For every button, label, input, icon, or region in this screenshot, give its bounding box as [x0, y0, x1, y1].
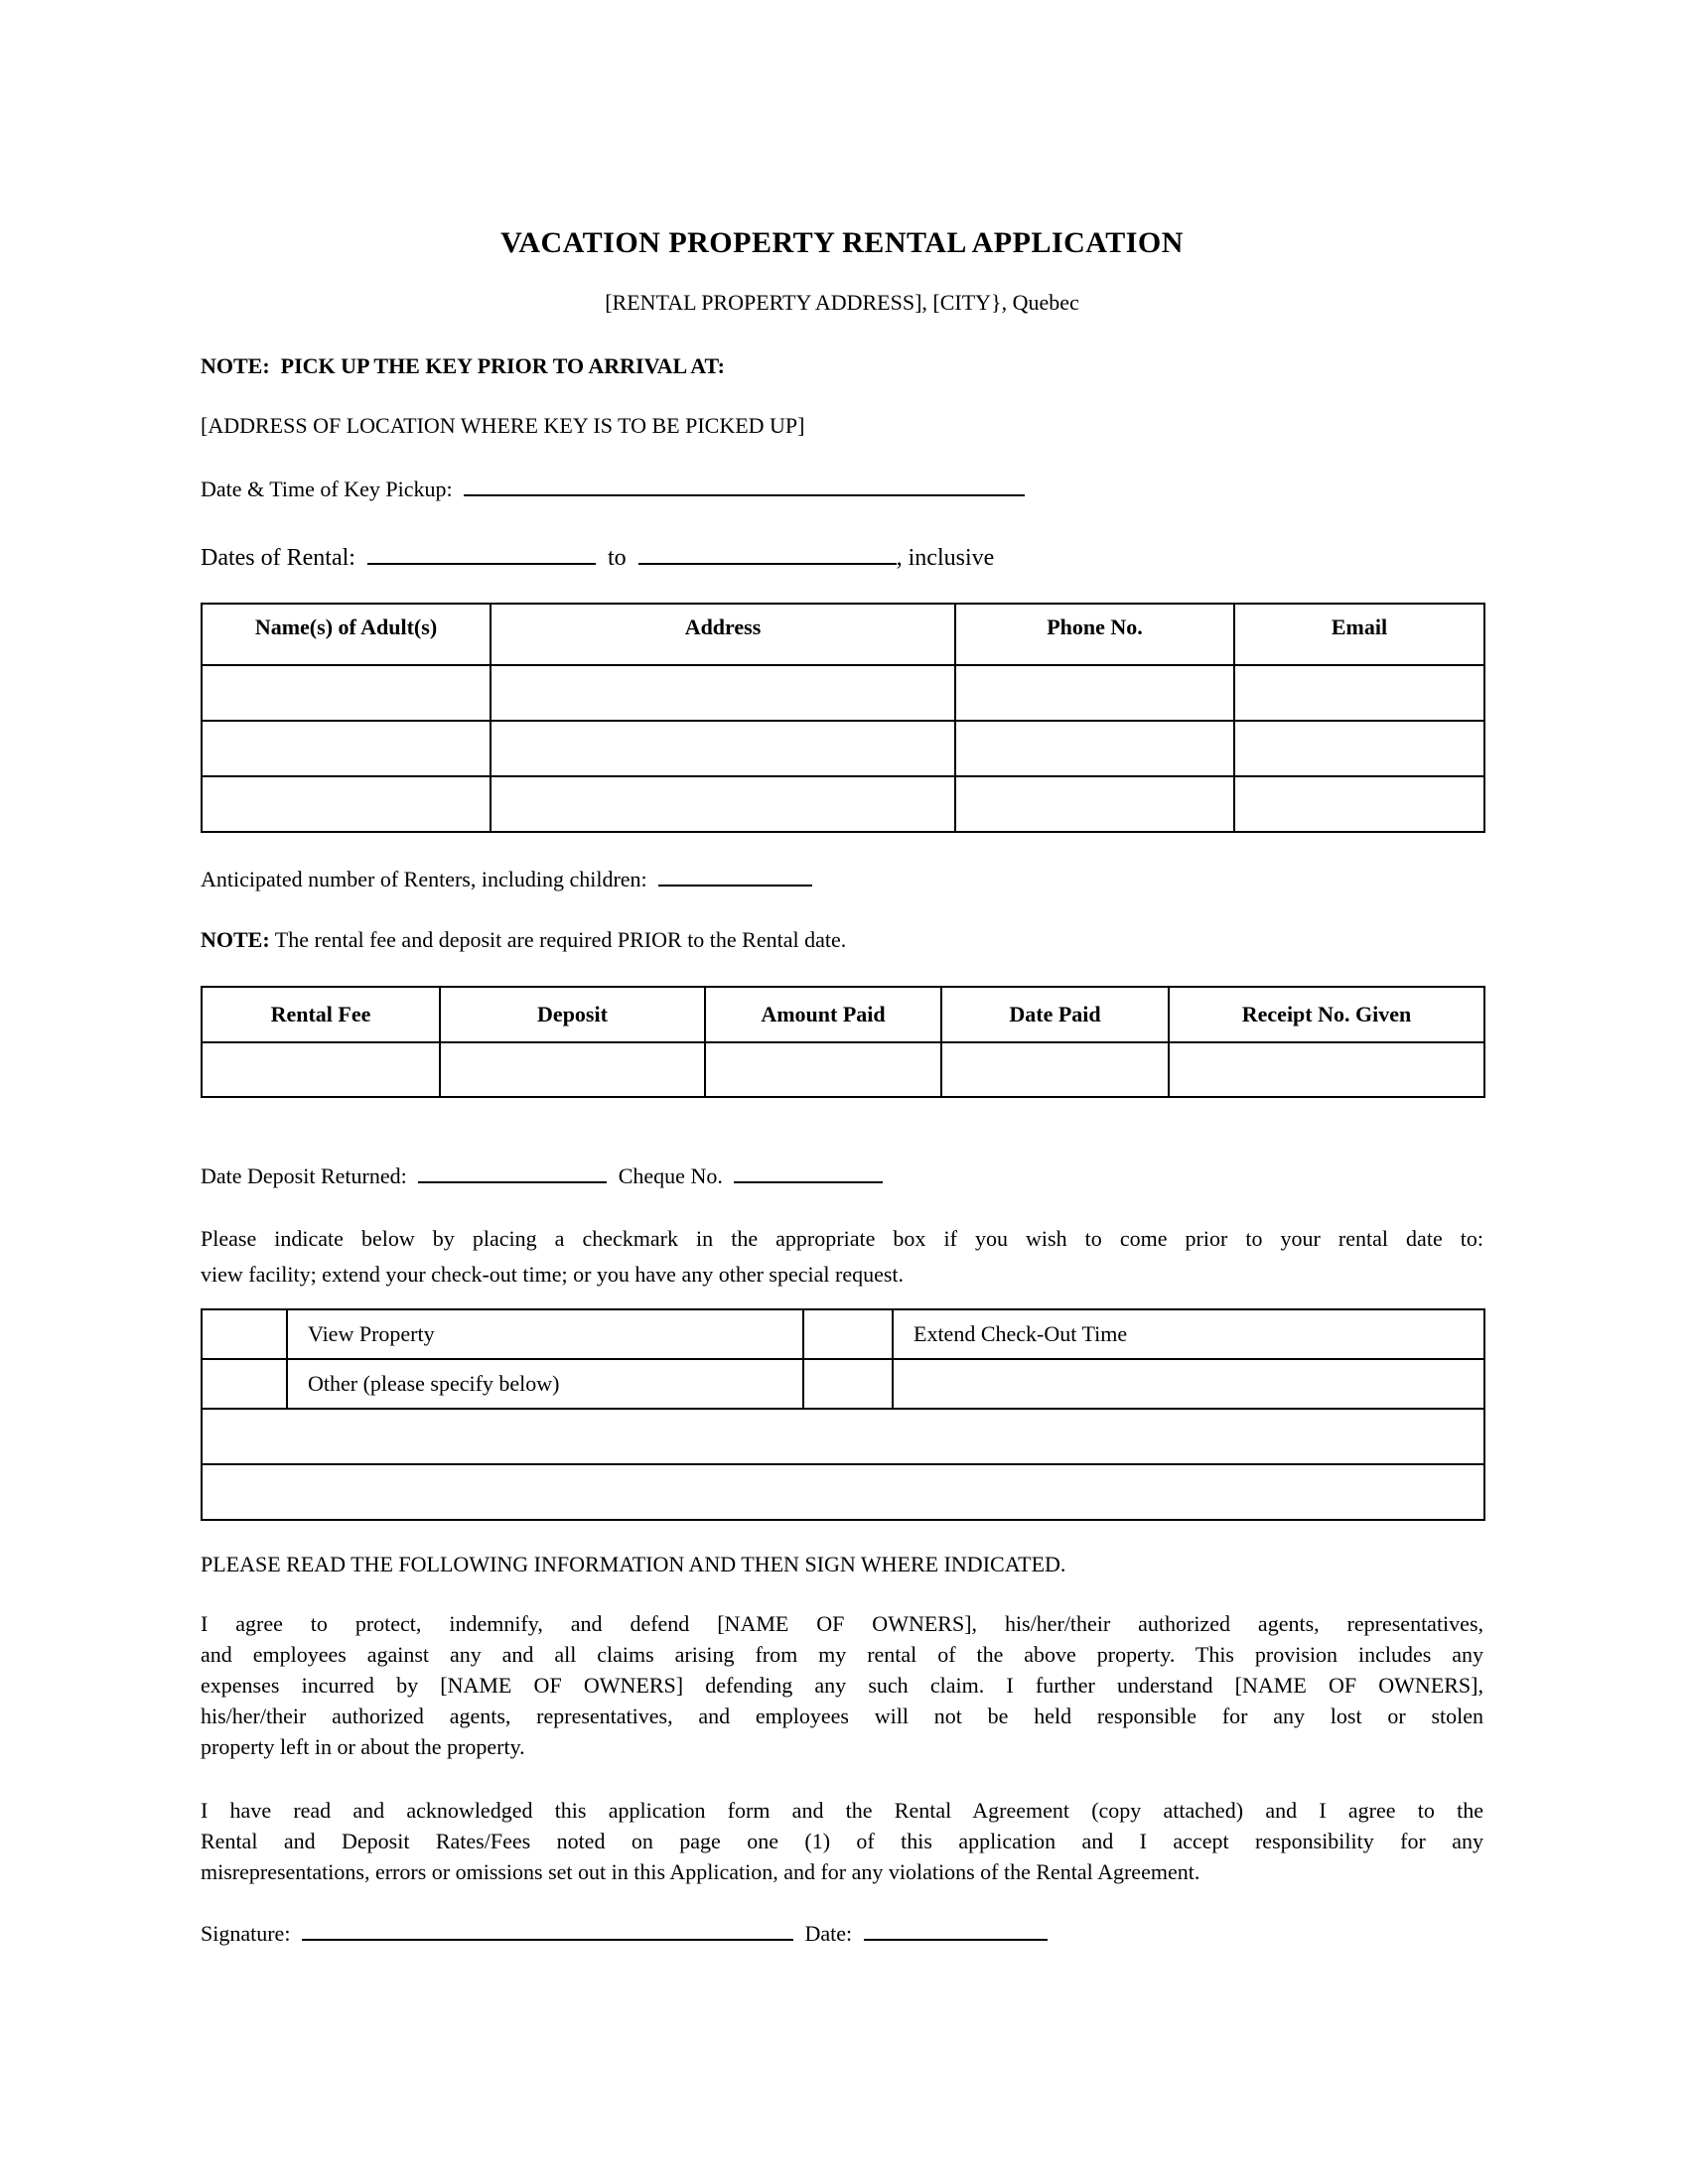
adults-header-name: Name(s) of Adult(s): [202, 604, 491, 665]
rental-fee-cell[interactable]: [202, 1042, 440, 1097]
extend-checkout-label: Extend Check-Out Time: [893, 1309, 1484, 1359]
adult-2-email-cell[interactable]: [1234, 721, 1484, 776]
adult-1-address-cell[interactable]: [491, 665, 955, 721]
renters-count-line: [201, 865, 1483, 894]
fees-header-rental-fee: Rental Fee: [202, 987, 440, 1042]
indemnity-line-3: expenses incurred by [NAME OF OWNERS] defending any such claim. I further understand [NAME OF OWNERS],: [201, 1673, 1483, 1698]
adult-3-email-cell[interactable]: [1234, 776, 1484, 832]
instructions-line-1: Please indicate below by placing a checkmark in the appropriate box if you wish to come prior to your rental date to:: [201, 1226, 1483, 1251]
adults-table-header-row: [202, 604, 1484, 665]
fee-note-text: The rental fee and deposit are required PRIOR to the Rental date.: [269, 927, 847, 952]
indemnity-line-2: and employees against any and all claims arising from my rental of the above property. This provision includes any: [201, 1642, 1483, 1667]
signature-field[interactable]: [302, 1919, 793, 1941]
key-pickup-datetime-line: [201, 475, 1483, 504]
view-property-checkbox[interactable]: [202, 1309, 287, 1359]
other-specify-field-1[interactable]: [202, 1409, 1484, 1464]
renters-count-label: Anticipated number of Renters, including children:: [201, 867, 647, 891]
rental-dates-label: Dates of Rental:: [201, 545, 355, 571]
indemnity-line-4: his/her/their authorized agents, representatives, and employees will not be held responsible for any lost or stolen: [201, 1704, 1483, 1728]
rental-dates-to-label: to: [607, 545, 627, 571]
request-row-1: [202, 1309, 1484, 1359]
adults-table: [201, 603, 1485, 833]
rental-end-date-field[interactable]: [638, 541, 897, 565]
other-empty-cell[interactable]: [893, 1359, 1484, 1409]
adult-3-address-cell[interactable]: [491, 776, 955, 832]
special-request-table: [201, 1308, 1485, 1521]
other-label: Other (please specify below): [287, 1359, 803, 1409]
deposit-returned-label: Date Deposit Returned:: [201, 1163, 407, 1188]
adult-3-name-cell[interactable]: [202, 776, 491, 832]
renters-count-field[interactable]: [658, 865, 812, 887]
other-specify-row-1: [202, 1409, 1484, 1464]
acknowledgement-line-2: Rental and Deposit Rates/Fees noted on page one (1) of this application and I accept responsibility for any: [201, 1829, 1483, 1853]
adult-1-email-cell[interactable]: [1234, 665, 1484, 721]
adults-header-phone: Phone No.: [955, 604, 1234, 665]
view-property-label: View Property: [287, 1309, 803, 1359]
signature-label: Signature:: [201, 1921, 291, 1946]
indemnity-line-5: property left in or about the property.: [201, 1734, 525, 1759]
fees-header-deposit: Deposit: [440, 987, 705, 1042]
key-pickup-datetime-field[interactable]: [464, 475, 1025, 496]
other-specify-row-2: [202, 1464, 1484, 1520]
key-pickup-datetime-label: Date & Time of Key Pickup:: [201, 477, 453, 501]
property-address-subtitle: [RENTAL PROPERTY ADDRESS], [CITY}, Quebec: [605, 290, 1079, 315]
fees-table-row-1: [202, 1042, 1484, 1097]
special-request-instructions: [201, 1221, 1483, 1293]
date-label: Date:: [804, 1921, 853, 1946]
receipt-no-cell[interactable]: [1169, 1042, 1484, 1097]
acknowledgement-line-3: misrepresentations, errors or omissions set out in this Application, and for any violations of the Rental Agreement.: [201, 1859, 1200, 1884]
rental-dates-inclusive-label: , inclusive: [896, 545, 995, 571]
adult-1-name-cell[interactable]: [202, 665, 491, 721]
indemnity-paragraph: [201, 1608, 1483, 1762]
fee-note-line: [201, 926, 1483, 954]
fees-table-header-row: [202, 987, 1484, 1042]
rental-dates-line: [201, 541, 1483, 573]
page-title: VACATION PROPERTY RENTAL APPLICATION: [500, 226, 1184, 259]
rental-start-date-field[interactable]: [367, 541, 596, 565]
fees-header-date-paid: Date Paid: [941, 987, 1169, 1042]
fees-table: [201, 986, 1485, 1098]
extend-checkout-checkbox[interactable]: [803, 1309, 893, 1359]
adults-header-email: Email: [1234, 604, 1484, 665]
deposit-returned-line: [201, 1161, 1483, 1191]
other-specify-field-2[interactable]: [202, 1464, 1484, 1520]
amount-paid-cell[interactable]: [705, 1042, 941, 1097]
request-row-2: [202, 1359, 1484, 1409]
key-pickup-address-placeholder: [ADDRESS OF LOCATION WHERE KEY IS TO BE PICKED UP]: [201, 413, 805, 438]
cheque-no-label: Cheque No.: [618, 1163, 723, 1188]
fee-note-label: NOTE:: [201, 927, 270, 952]
other-secondary-checkbox[interactable]: [803, 1359, 893, 1409]
instructions-line-2: view facility; extend your check-out time; or you have any other special request.: [201, 1262, 905, 1287]
fees-header-receipt-no: Receipt No. Given: [1169, 987, 1484, 1042]
adult-2-phone-cell[interactable]: [955, 721, 1234, 776]
key-pickup-note: NOTE: PICK UP THE KEY PRIOR TO ARRIVAL AT:: [201, 353, 725, 378]
document-content: [201, 0, 1483, 1949]
adults-table-row-2: [202, 721, 1484, 776]
adults-table-row-3: [202, 776, 1484, 832]
fees-header-amount-paid: Amount Paid: [705, 987, 941, 1042]
other-checkbox[interactable]: [202, 1359, 287, 1409]
deposit-cell[interactable]: [440, 1042, 705, 1097]
adult-1-phone-cell[interactable]: [955, 665, 1234, 721]
deposit-returned-date-field[interactable]: [418, 1161, 607, 1183]
adults-header-address: Address: [491, 604, 955, 665]
adult-2-address-cell[interactable]: [491, 721, 955, 776]
date-paid-cell[interactable]: [941, 1042, 1169, 1097]
adults-table-row-1: [202, 665, 1484, 721]
indemnity-line-1: I agree to protect, indemnify, and defend [NAME OF OWNERS], his/her/their authorized agents, representatives,: [201, 1611, 1483, 1636]
date-field[interactable]: [864, 1919, 1048, 1941]
adult-3-phone-cell[interactable]: [955, 776, 1234, 832]
acknowledgement-paragraph: [201, 1795, 1483, 1887]
agreement-heading: PLEASE READ THE FOLLOWING INFORMATION AND THEN SIGN WHERE INDICATED.: [201, 1552, 1066, 1576]
adult-2-name-cell[interactable]: [202, 721, 491, 776]
cheque-no-field[interactable]: [734, 1161, 883, 1183]
signature-line: [201, 1919, 1483, 1949]
acknowledgement-line-1: I have read and acknowledged this application form and the Rental Agreement (copy attached) and I agree to the: [201, 1798, 1483, 1823]
